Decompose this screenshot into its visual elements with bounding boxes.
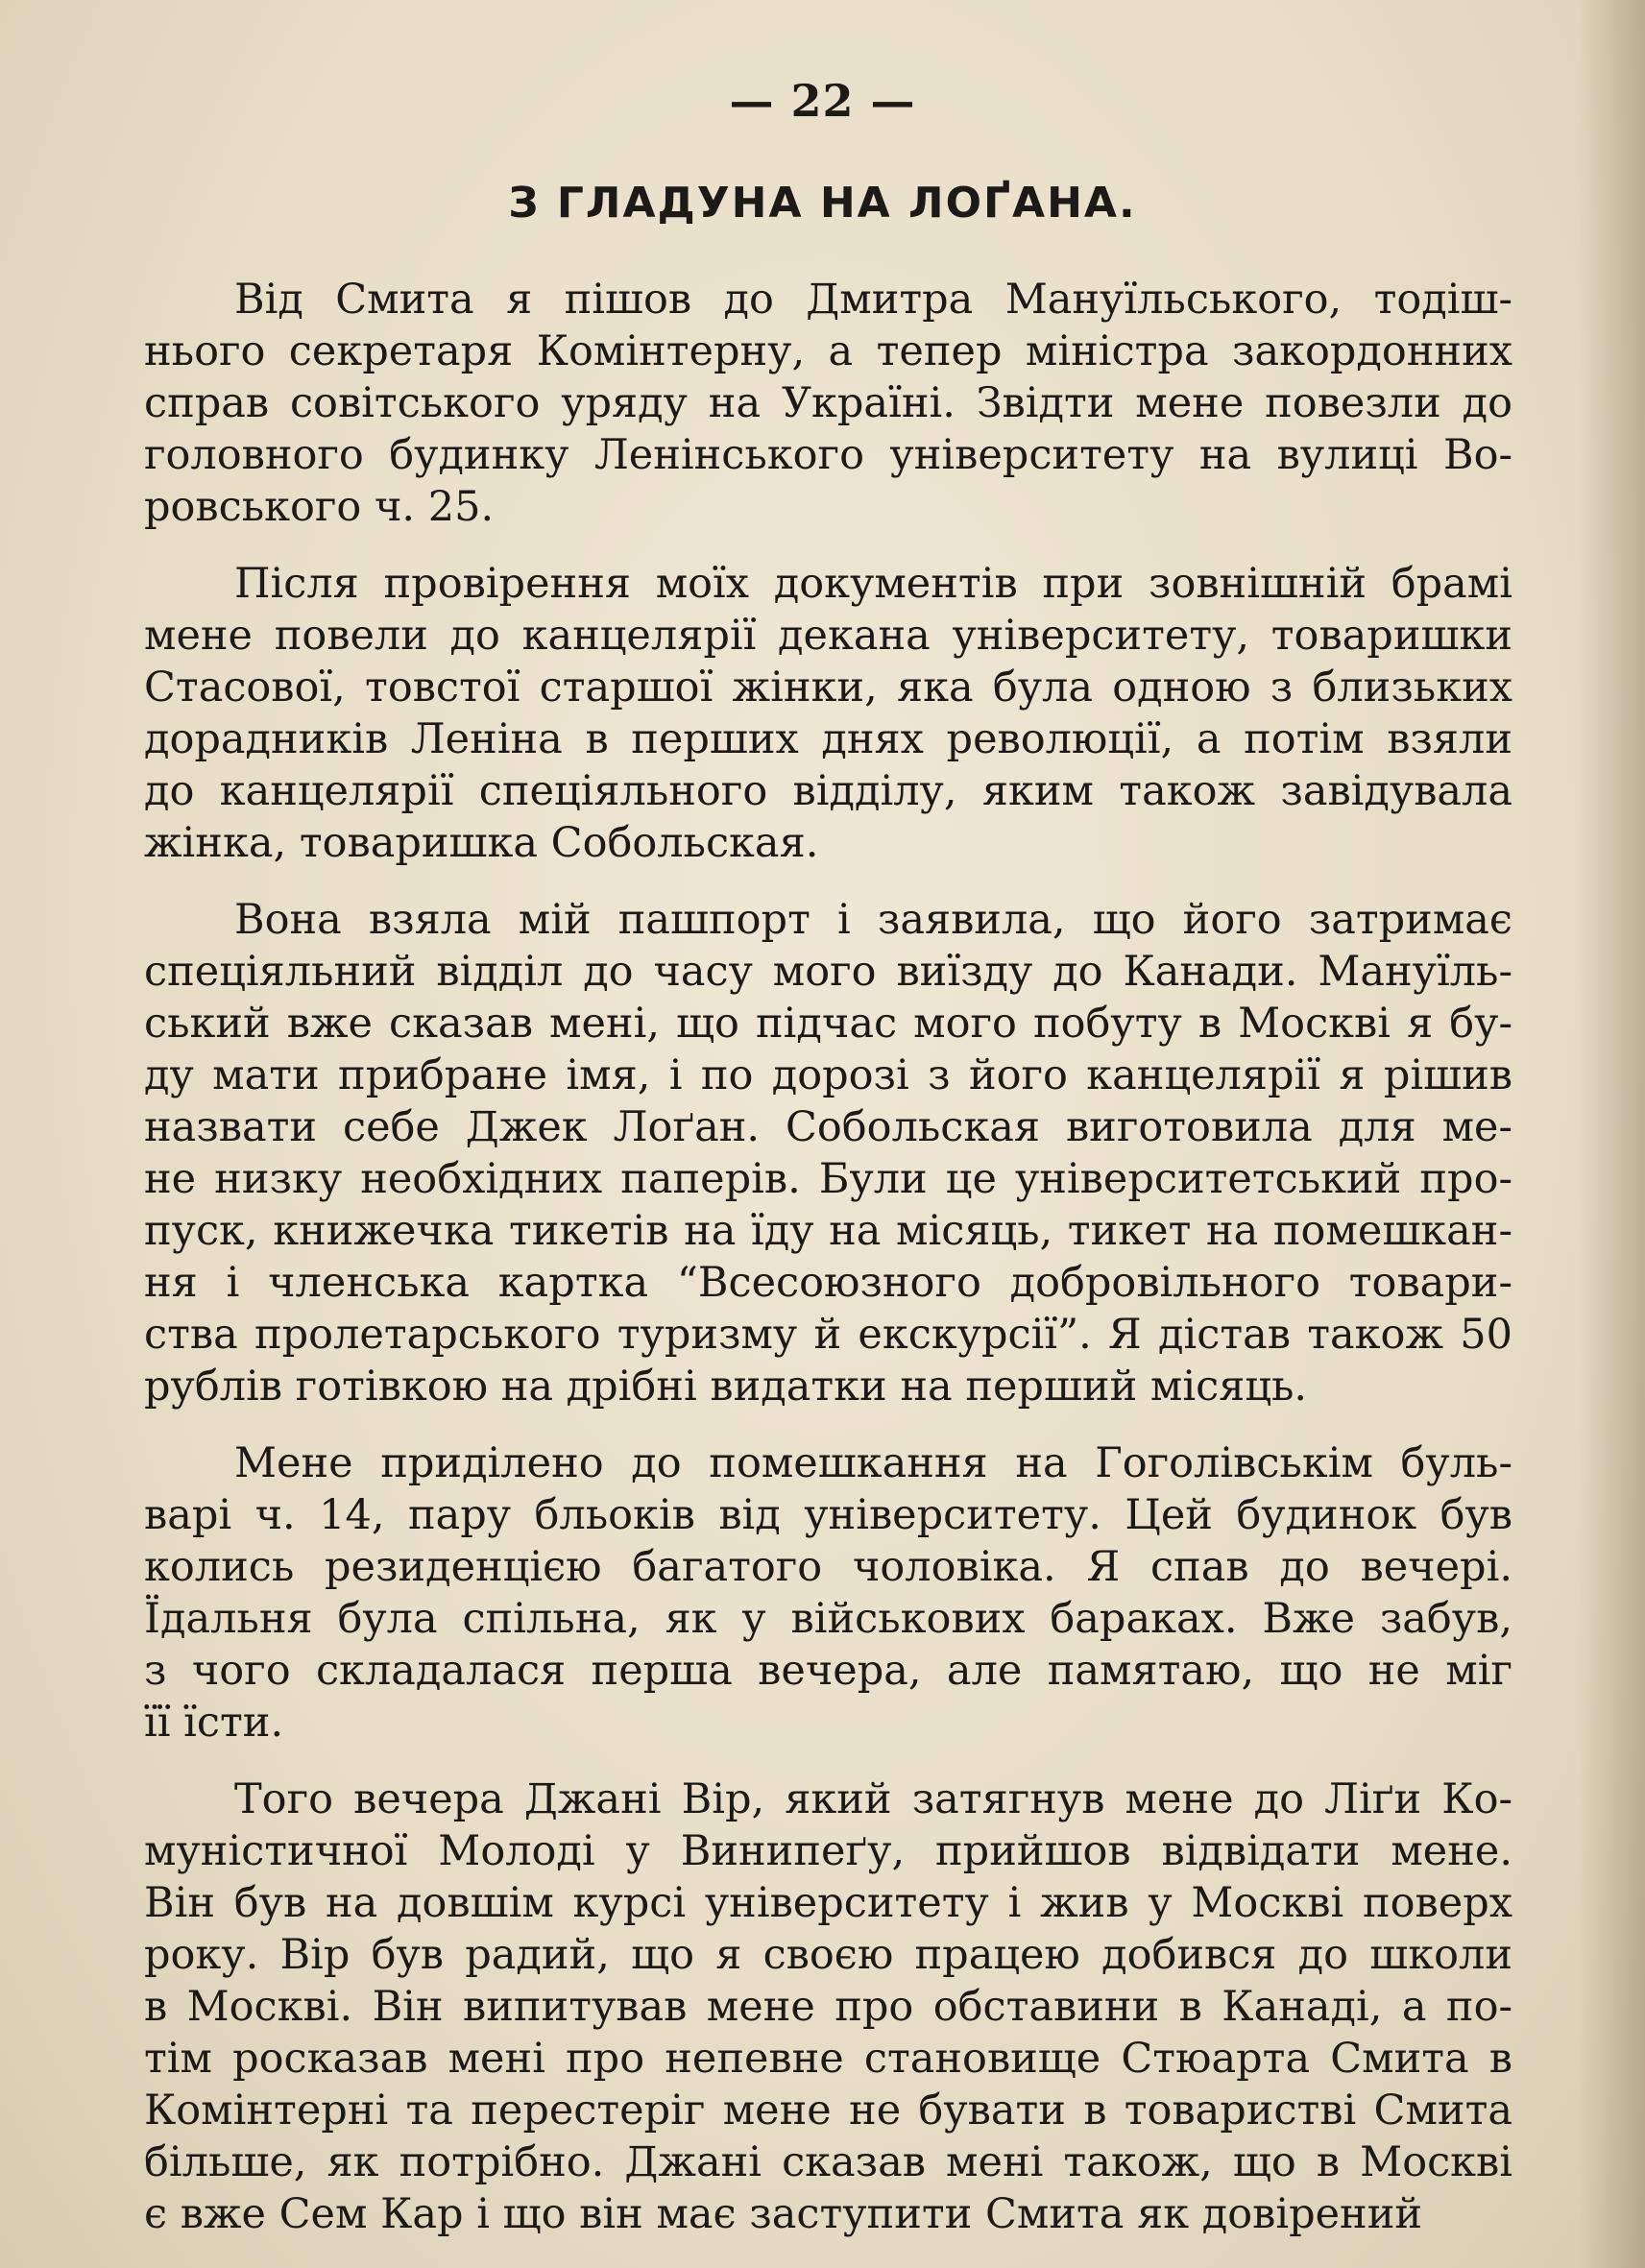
text-line: більше, як потрібно. Джані сказав мені також, що в Москві	[144, 2138, 1512, 2186]
paragraph	[144, 558, 1512, 869]
text-line: рублів готівкою на дрібні видатки на перший місяць.	[144, 1363, 1308, 1411]
text-line: тім росказав мені про непевне становище Стюарта Смита в	[144, 2035, 1512, 2083]
paragraph	[144, 1773, 1512, 2240]
text-line: справ совітського уряду на Україні. Звідти мене повезли до	[144, 379, 1512, 427]
text-line: пуск, книжечка тикетів на їду на місяць, тикет на помешкан-	[144, 1207, 1512, 1255]
text-line: дорадників Леніна в перших днях революції, а потім взяли	[144, 715, 1512, 763]
text-line: Комінтерні та перестеріг мене не бувати в товаристві Смита	[144, 2087, 1512, 2135]
page-edge-shadow	[1578, 0, 1645, 2268]
text-line: Їдальня була спільна, як у військових бараках. Вже забув,	[144, 1595, 1512, 1643]
text-line: є вже Сем Кар і що він має заступити Смита як довірений	[144, 2190, 1423, 2238]
paragraph	[144, 1437, 1512, 1749]
text-line: Того вечера Джані Вір, який затягнув мене до Ліґи Ко-	[234, 1775, 1512, 1823]
text-line: ня і членська картка “Всесоюзного добровільного товари-	[144, 1259, 1512, 1307]
text-line: головного будинку Ленінського університету на вулиці Во-	[144, 431, 1512, 479]
text-line: ду мати прибране імя, і по дорозі з його канцелярії я рішив	[144, 1051, 1512, 1099]
page-number: — 22 —	[729, 75, 916, 127]
text-line: Він був на довшім курсі університету і жив у Москві поверх	[144, 1879, 1512, 1927]
text-line: варі ч. 14, пару бльоків від університету. Цей будинок був	[144, 1491, 1512, 1539]
text-line: Мене приділено до помешкання на Гоголівськім буль-	[234, 1439, 1512, 1487]
text-line: назвати себе Джек Лоґан. Собольская виготовила для ме-	[144, 1103, 1512, 1151]
text-line: Від Смита я пішов до Дмитра Мануїльського, тодіш-	[234, 276, 1512, 324]
text-line: її їсти.	[144, 1699, 284, 1747]
text-line: не низку необхідних паперів. Були це університетський про-	[144, 1155, 1512, 1203]
text-line: Вона взяла мій пашпорт і заявила, що його затримає	[234, 896, 1512, 944]
text-line: мене повели до канцелярії декана університету, товаришки	[144, 612, 1512, 660]
text-line: муністичної Молоді у Винипеґу, прийшов відвідати мене.	[144, 1827, 1512, 1875]
paragraph	[144, 274, 1512, 533]
text-line: року. Вір був радий, що я своєю працею добився до школи	[144, 1931, 1512, 1979]
chapter-title: З ГЛАДУНА НА ЛОҐАНА.	[508, 179, 1137, 228]
text-line: ровського ч. 25.	[144, 483, 495, 531]
text-line: жінка, товаришка Собольская.	[144, 819, 819, 867]
text-line: Після провірення моїх документів при зовнішній брамі	[234, 560, 1512, 608]
text-line: в Москві. Він випитував мене про обставини в Канаді, а по-	[144, 1983, 1512, 2031]
text-line: з чого складалася перша вечера, але памятаю, що не міг	[144, 1647, 1512, 1695]
text-line: нього секретаря Комінтерну, а тепер міністра закордонних	[144, 327, 1512, 375]
paragraph	[144, 894, 1512, 1412]
text-line: до канцелярії спеціяльного відділу, яким також завідувала	[144, 767, 1512, 815]
text-line: ства пролетарського туризму й екскурсії”. Я дістав також 50	[144, 1311, 1512, 1359]
body-text	[144, 274, 1512, 2240]
text-line: Стасової, товстої старшої жінки, яка була одною з близьких	[144, 664, 1512, 712]
text-line: ський вже сказав мені, що підчас мого побуту в Москві я бу-	[144, 1000, 1512, 1048]
text-line: колись резиденцією багатого чоловіка. Я спав до вечері.	[144, 1543, 1512, 1591]
text-line: спеціяльний відділ до часу мого виїзду до Канади. Мануїль-	[144, 948, 1512, 996]
